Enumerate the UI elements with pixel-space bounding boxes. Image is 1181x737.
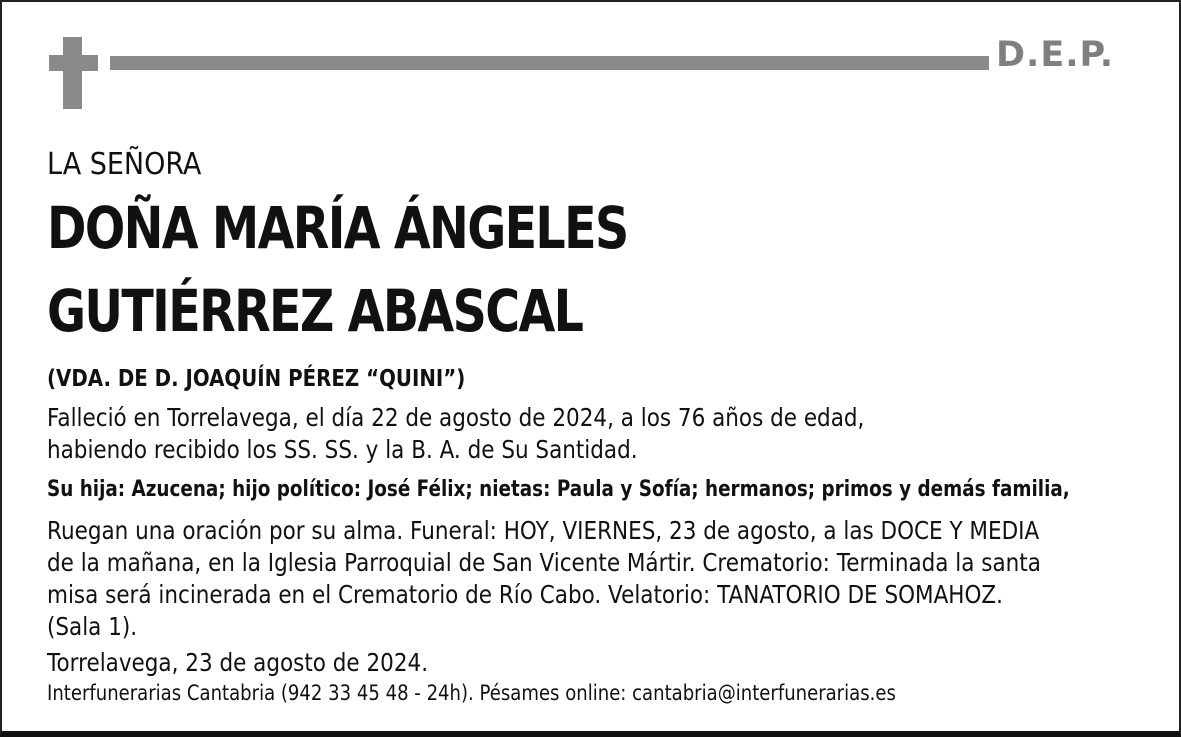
cross-icon-bar <box>49 55 98 71</box>
funeral-info-line1: Ruegan una oración por su alma. Funeral: HOY, VIERNES, 23 de agosto, a las DOCE Y MEDIA <box>47 516 1040 545</box>
honorific: LA SEÑORA <box>47 147 202 182</box>
death-info-line2: habiendo recibido los SS. SS. y la B. A. de Su Santidad. <box>47 435 638 464</box>
funeral-info-line4: (Sala 1). <box>47 612 138 641</box>
deceased-name-line1: DOÑA MARÍA ÁNGELES <box>47 194 628 262</box>
dep-label: D.E.P. <box>996 35 1115 75</box>
dateline: Torrelavega, 23 de agosto de 2024. <box>47 648 429 677</box>
deceased-name-line2: GUTIÉRREZ ABASCAL <box>47 277 583 345</box>
funeral-info-line2: de la mañana, en la Iglesia Parroquial de San Vicente Mártir. Crematorio: Terminada la santa <box>47 548 1041 577</box>
family-list: Su hija: Azucena; hijo político: José Félix; nietas: Paula y Sofía; hermanos; primos y demás familia, <box>47 477 1070 502</box>
death-info-line1: Falleció en Torrelavega, el día 22 de agosto de 2024, a los 76 años de edad, <box>47 403 865 432</box>
cross-icon <box>63 37 82 109</box>
funeral-info-line3: misa será incinerada en el Crematorio de Río Cabo. Velatorio: TANATORIO DE SOMAHOZ. <box>47 580 1003 609</box>
widow-of: (VDA. DE D. JOAQUÍN PÉREZ “QUINI”) <box>47 366 466 392</box>
funeral-home-footer: Interfunerarias Cantabria (942 33 45 48 - 24h). Pésames online: cantabria@interfunerarias.es <box>47 681 896 705</box>
header-rule <box>110 56 989 70</box>
